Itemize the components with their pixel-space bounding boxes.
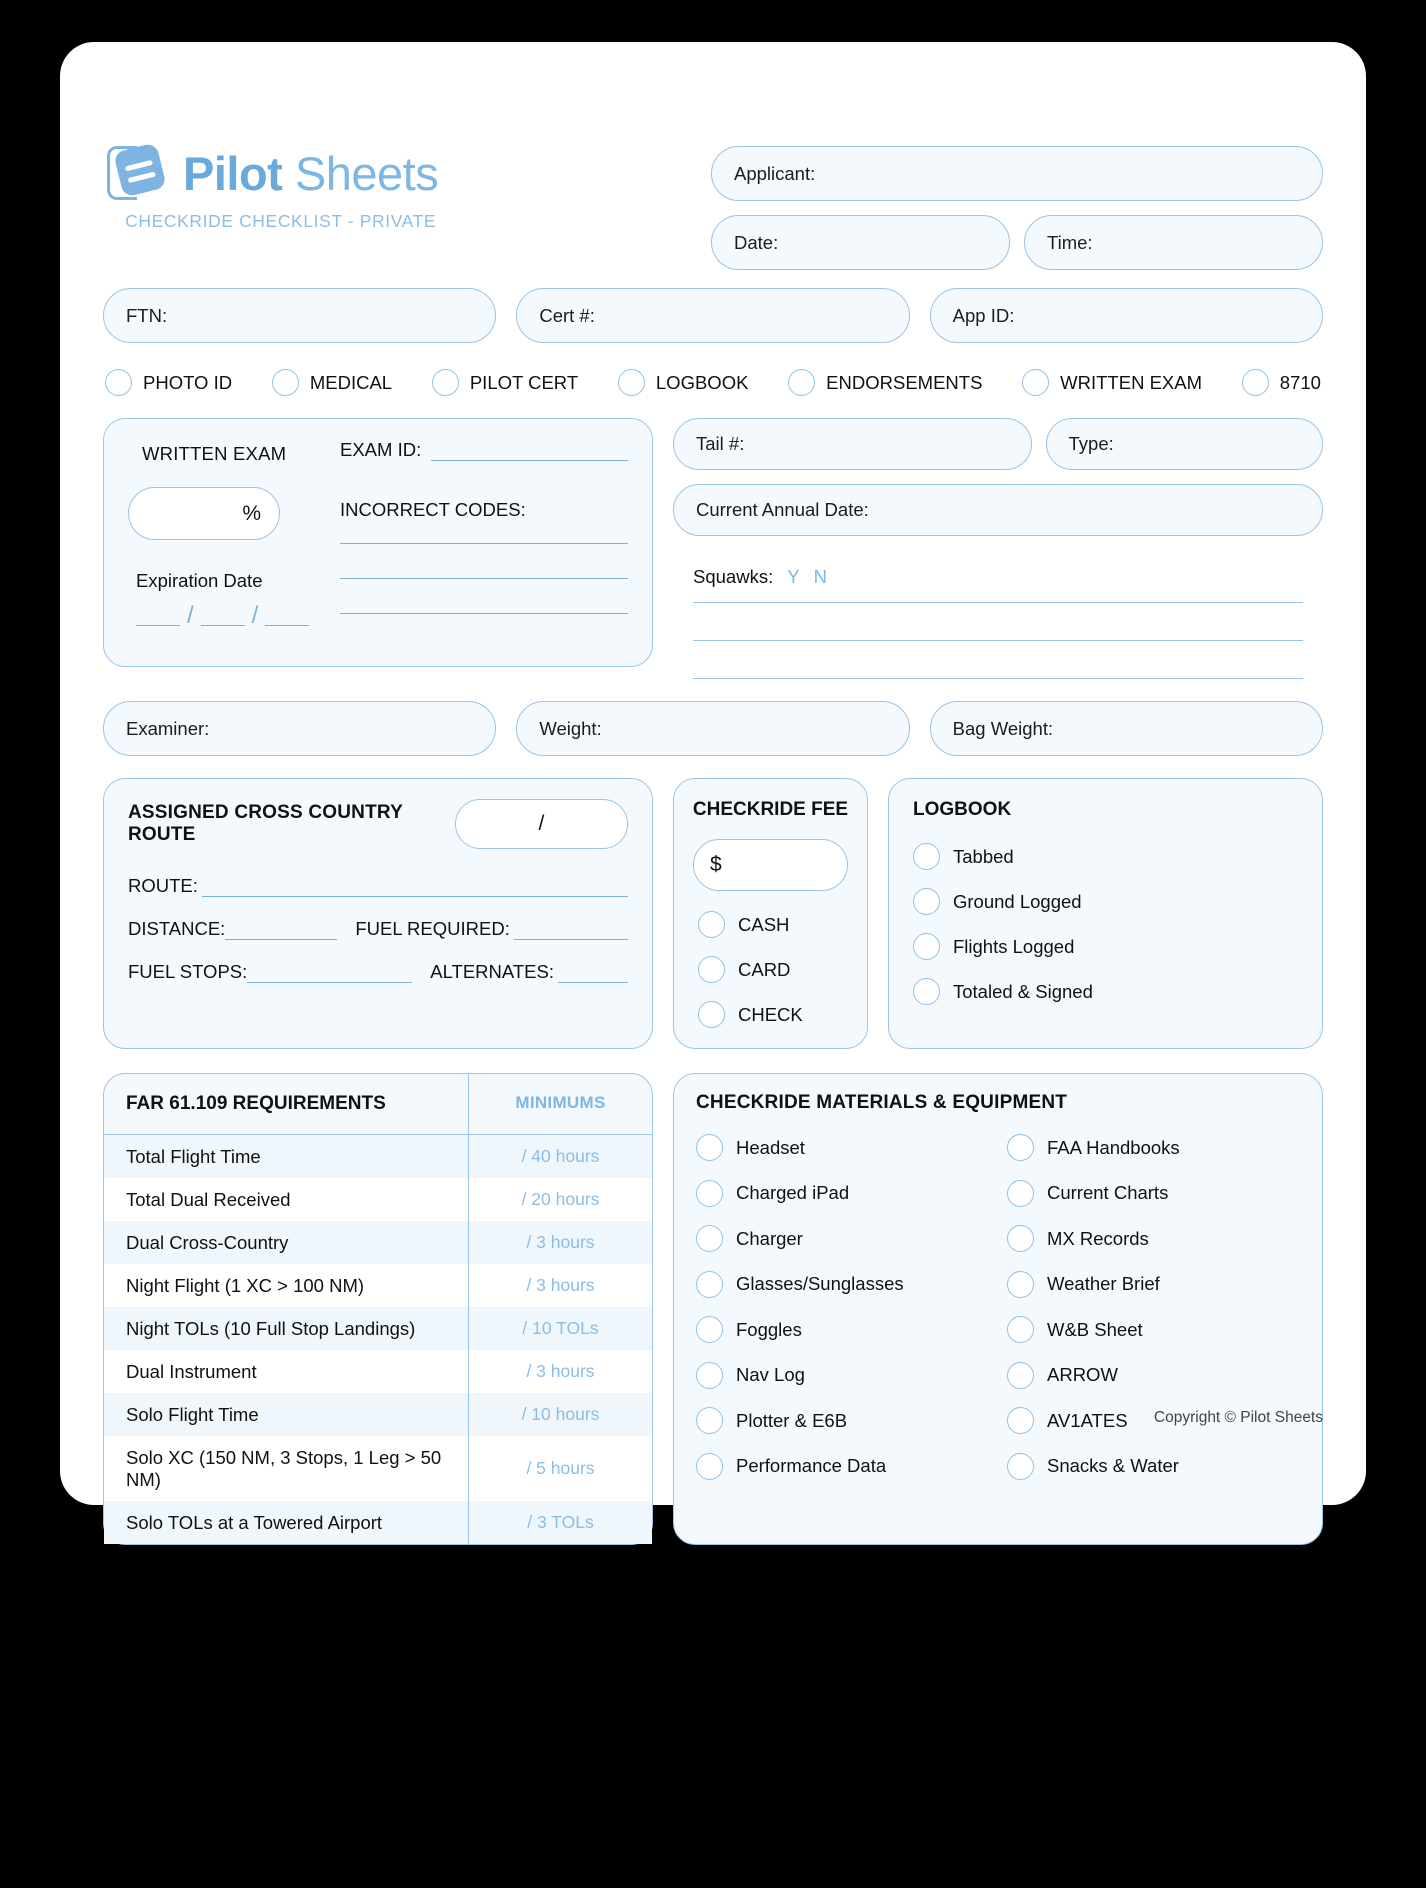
- radio-icon[interactable]: [432, 369, 459, 396]
- table-row: [104, 1307, 652, 1350]
- checkride-fee-title: CHECKRIDE FEE: [692, 799, 849, 820]
- material-label: FAA Handbooks: [1047, 1136, 1180, 1158]
- exam-id-row: [340, 439, 628, 461]
- radio-icon[interactable]: [1007, 1134, 1034, 1161]
- table-row: [104, 1178, 652, 1221]
- fuel-required-input[interactable]: [514, 920, 628, 940]
- radio-icon[interactable]: [698, 1001, 725, 1028]
- fee-amount-field[interactable]: [693, 839, 848, 891]
- far-col-requirements-header: FAR 61.109 REQUIREMENTS: [104, 1074, 469, 1134]
- check-photo-id[interactable]: [105, 369, 232, 396]
- weight-field[interactable]: Weight:: [516, 701, 909, 756]
- squawks-notes: [693, 602, 1303, 679]
- material-faa-handbooks[interactable]: [1007, 1134, 1300, 1161]
- check-medical[interactable]: [272, 369, 392, 396]
- fuel-stops-alternates-row: [128, 961, 628, 983]
- material-arrow[interactable]: [1007, 1362, 1300, 1389]
- header: [103, 138, 1323, 262]
- written-exam-panel: [103, 418, 653, 667]
- bottom-band: [103, 1073, 1323, 1545]
- fee-option-label: CARD: [738, 958, 791, 980]
- incorrect-codes-line-3[interactable]: [340, 613, 628, 614]
- incorrect-codes-inputs: [340, 543, 628, 614]
- radio-icon[interactable]: [1007, 1271, 1034, 1298]
- brand-tagline: CHECKRIDE CHECKLIST - PRIVATE: [125, 211, 437, 231]
- squawks-line-1[interactable]: [693, 602, 1303, 603]
- route-label: ROUTE:: [128, 875, 198, 896]
- bag-weight-field[interactable]: Bag Weight:: [930, 701, 1323, 756]
- logbook-option-tabbed[interactable]: [913, 843, 1304, 870]
- cross-country-airports-field[interactable]: [455, 799, 628, 849]
- requirement-minimum[interactable]: / 3 hours: [526, 1232, 595, 1252]
- material-label: Glasses/Sunglasses: [736, 1273, 904, 1294]
- check-logbook[interactable]: [618, 369, 749, 396]
- radio-icon[interactable]: [1007, 1225, 1034, 1252]
- material-label: Snacks & Water: [1047, 1455, 1179, 1476]
- incorrect-codes-line-1[interactable]: [340, 543, 628, 544]
- logbook-option-label: Flights Logged: [953, 935, 1075, 957]
- aircraft-panel: [673, 418, 1323, 679]
- material-label: Charger: [736, 1227, 803, 1249]
- radio-icon[interactable]: [1007, 1362, 1034, 1389]
- written-exam-score-field[interactable]: [128, 487, 280, 540]
- material-label: Headset: [736, 1136, 805, 1158]
- radio-icon[interactable]: [1242, 369, 1269, 396]
- material-label: Current Charts: [1047, 1182, 1169, 1203]
- exam-aircraft-row: [103, 418, 1323, 679]
- date-separator-1: /: [187, 602, 194, 629]
- material-glasses-sunglasses[interactable]: [696, 1271, 989, 1298]
- requirement-minimum[interactable]: / 3 TOLs: [527, 1512, 594, 1532]
- check-label: PHOTO ID: [143, 371, 233, 393]
- material-label: W&B Sheet: [1047, 1318, 1143, 1340]
- brand-word-primary: Pilot: [183, 146, 283, 200]
- check-endorsements[interactable]: [788, 369, 982, 396]
- material-plotter-e6b[interactable]: [696, 1407, 989, 1434]
- incorrect-codes-label: INCORRECT CODES:: [340, 499, 526, 520]
- checkride-fee-panel: [673, 778, 868, 1049]
- materials-equipment-panel: [673, 1073, 1323, 1545]
- radio-icon[interactable]: [105, 369, 132, 396]
- exam-id-label: EXAM ID:: [340, 439, 422, 460]
- requirement-name: Dual Instrument: [104, 1350, 469, 1393]
- squawks-panel: [673, 550, 1323, 679]
- requirement-name: Total Dual Received: [104, 1178, 469, 1221]
- requirement-minimum[interactable]: / 3 hours: [526, 1361, 595, 1381]
- logbook-option-ground-logged[interactable]: [913, 888, 1304, 915]
- check-label: LOGBOOK: [655, 371, 749, 393]
- radio-icon[interactable]: [1007, 1316, 1034, 1343]
- logbook-option-flights-logged[interactable]: [913, 933, 1304, 960]
- radio-icon[interactable]: [913, 933, 940, 960]
- app-id-field[interactable]: App ID:: [930, 288, 1323, 343]
- radio-icon[interactable]: [698, 911, 725, 938]
- tail-number-field[interactable]: Tail #:: [673, 418, 1032, 470]
- examiner-field[interactable]: Examiner:: [103, 701, 496, 756]
- radio-icon[interactable]: [696, 1407, 723, 1434]
- date-field[interactable]: Date:: [711, 215, 1010, 270]
- checklist-sheet: [60, 42, 1366, 1533]
- logbook-option-label: Totaled & Signed: [953, 980, 1093, 1002]
- distance-label: DISTANCE:: [128, 918, 226, 939]
- far-col-minimums-header: MINIMUMS: [515, 1093, 606, 1112]
- table-row: [104, 1501, 652, 1544]
- logbook-panel: [888, 778, 1323, 1049]
- table-row: [104, 1221, 652, 1264]
- material-label: Performance Data: [736, 1455, 887, 1476]
- fee-option-label: CHECK: [738, 1003, 803, 1025]
- check-label: PILOT CERT: [469, 371, 579, 393]
- material-wb-sheet[interactable]: [1007, 1316, 1300, 1343]
- alternates-label: ALTERNATES:: [430, 961, 554, 982]
- requirement-name: Night Flight (1 XC > 100 NM): [104, 1264, 469, 1307]
- radio-icon[interactable]: [696, 1134, 723, 1161]
- material-label: ARROW: [1047, 1364, 1118, 1385]
- logbook-option-totaled-signed[interactable]: [913, 978, 1304, 1005]
- material-performance-data[interactable]: [696, 1453, 989, 1480]
- check-label: MEDICAL: [309, 371, 393, 393]
- mid-band: [103, 778, 1323, 1049]
- requirement-name: Dual Cross-Country: [104, 1221, 469, 1264]
- radio-icon[interactable]: [696, 1180, 723, 1207]
- material-label: AV1ATES: [1047, 1409, 1128, 1431]
- brand: [103, 138, 438, 232]
- distance-input[interactable]: [225, 920, 337, 940]
- ftn-field[interactable]: FTN:: [103, 288, 496, 343]
- alternates-input[interactable]: [558, 963, 628, 983]
- slash-separator: /: [538, 812, 545, 835]
- id-field-row: [103, 288, 1323, 343]
- applicant-field[interactable]: Applicant:: [711, 146, 1323, 201]
- material-label: Charged iPad: [736, 1182, 850, 1203]
- logbook-option-label: Tabbed: [953, 845, 1014, 867]
- radio-icon[interactable]: [696, 1316, 723, 1343]
- route-input[interactable]: [202, 877, 628, 897]
- radio-icon[interactable]: [913, 843, 940, 870]
- check-8710[interactable]: [1242, 369, 1321, 396]
- fee-option-cash[interactable]: [698, 911, 849, 938]
- material-charged-ipad[interactable]: [696, 1180, 989, 1207]
- requirement-minimum[interactable]: / 10 hours: [521, 1404, 600, 1424]
- check-label: ENDORSEMENTS: [826, 371, 983, 393]
- radio-icon[interactable]: [1007, 1407, 1034, 1434]
- brand-word-secondary: Sheets: [294, 146, 439, 200]
- time-field[interactable]: Time:: [1024, 215, 1323, 270]
- radio-icon[interactable]: [788, 369, 815, 396]
- requirement-name: Night TOLs (10 Full Stop Landings): [104, 1307, 469, 1350]
- date-day-slot[interactable]: [201, 604, 245, 626]
- percent-symbol: %: [242, 501, 261, 525]
- material-charger[interactable]: [696, 1225, 989, 1252]
- squawks-line-2[interactable]: [693, 640, 1303, 641]
- requirement-minimum[interactable]: / 10 TOLs: [522, 1318, 599, 1338]
- header-field-group: [711, 138, 1323, 270]
- requirement-minimum[interactable]: / 20 hours: [521, 1189, 600, 1209]
- radio-icon[interactable]: [696, 1362, 723, 1389]
- material-mx-records[interactable]: [1007, 1225, 1300, 1252]
- radio-icon[interactable]: [696, 1453, 723, 1480]
- requirement-minimum[interactable]: / 3 hours: [526, 1275, 595, 1295]
- written-exam-title: WRITTEN EXAM: [142, 443, 287, 464]
- cross-country-title: ASSIGNED CROSS COUNTRY ROUTE: [128, 802, 403, 845]
- radio-icon[interactable]: [696, 1271, 723, 1298]
- brand-wordmark: [183, 146, 438, 201]
- check-label: 8710: [1279, 371, 1321, 393]
- check-written-exam[interactable]: [1022, 369, 1202, 396]
- table-header-row: [104, 1074, 652, 1134]
- requirement-name: Solo Flight Time: [104, 1393, 469, 1436]
- copyright-footer: Copyright © Pilot Sheets: [1153, 1409, 1323, 1426]
- table-row: [104, 1436, 652, 1501]
- date-year-slot[interactable]: [265, 604, 309, 626]
- date-month-slot[interactable]: [136, 604, 180, 626]
- radio-icon[interactable]: [1007, 1180, 1034, 1207]
- squawks-no-option[interactable]: N: [813, 566, 827, 587]
- cross-country-panel: [103, 778, 653, 1049]
- material-label: MX Records: [1047, 1227, 1149, 1249]
- examiner-row: [103, 701, 1323, 756]
- material-label: Weather Brief: [1047, 1273, 1160, 1294]
- material-foggles[interactable]: [696, 1316, 989, 1343]
- table-row: [104, 1393, 652, 1436]
- fuel-stops-input[interactable]: [247, 963, 412, 983]
- materials-title: CHECKRIDE MATERIALS & EQUIPMENT: [696, 1092, 1068, 1113]
- fee-option-check[interactable]: [698, 1001, 849, 1028]
- logbook-option-label: Ground Logged: [953, 890, 1082, 912]
- table-row: [104, 1135, 652, 1178]
- requirement-name: Solo TOLs at a Towered Airport: [104, 1501, 469, 1544]
- material-label: Nav Log: [736, 1364, 805, 1385]
- requirement-name: Solo XC (150 NM, 3 Stops, 1 Leg > 50 NM): [104, 1436, 469, 1501]
- radio-icon[interactable]: [913, 888, 940, 915]
- material-nav-log[interactable]: [696, 1362, 989, 1389]
- far-requirements-table: [103, 1073, 653, 1545]
- fuel-required-label: FUEL REQUIRED:: [355, 918, 510, 939]
- radio-icon[interactable]: [618, 369, 645, 396]
- check-label: WRITTEN EXAM: [1060, 371, 1203, 393]
- material-snacks-water[interactable]: [1007, 1453, 1300, 1480]
- material-current-charts[interactable]: [1007, 1180, 1300, 1207]
- requirement-minimum[interactable]: / 40 hours: [521, 1146, 600, 1166]
- radio-icon[interactable]: [1007, 1453, 1034, 1480]
- table-row: [104, 1350, 652, 1393]
- fee-option-label: CASH: [738, 913, 790, 935]
- check-pilot-cert[interactable]: [432, 369, 578, 396]
- pilot-sheets-logo-icon: [107, 142, 169, 204]
- radio-icon[interactable]: [913, 978, 940, 1005]
- route-row: [128, 875, 628, 897]
- cert-number-field[interactable]: Cert #:: [516, 288, 909, 343]
- incorrect-codes-line-2[interactable]: [340, 578, 628, 579]
- requirement-minimum[interactable]: / 5 hours: [526, 1458, 595, 1478]
- expiration-date-label: Expiration Date: [136, 570, 263, 591]
- radio-icon[interactable]: [696, 1225, 723, 1252]
- aircraft-type-field[interactable]: Type:: [1046, 418, 1323, 470]
- squawks-yes-option[interactable]: Y: [787, 566, 800, 587]
- logbook-title: LOGBOOK: [913, 799, 1012, 820]
- table-row: [104, 1264, 652, 1307]
- material-weather-brief[interactable]: [1007, 1271, 1300, 1298]
- material-label: Plotter & E6B: [736, 1409, 848, 1431]
- radio-icon[interactable]: [1022, 369, 1049, 396]
- date-separator-2: /: [251, 602, 259, 629]
- dollar-symbol: $: [710, 853, 722, 876]
- document-checklist-row: [103, 369, 1323, 396]
- expiration-date-input[interactable]: [136, 602, 318, 629]
- squawks-line-3[interactable]: [693, 678, 1303, 679]
- requirement-name: Total Flight Time: [104, 1135, 469, 1178]
- material-label: Foggles: [736, 1318, 802, 1340]
- distance-fuel-row: [128, 918, 628, 940]
- current-annual-date-field[interactable]: Current Annual Date:: [673, 484, 1323, 536]
- radio-icon[interactable]: [272, 369, 299, 396]
- radio-icon[interactable]: [698, 956, 725, 983]
- fuel-stops-label: FUEL STOPS:: [128, 961, 248, 982]
- fee-option-card[interactable]: [698, 956, 849, 983]
- exam-id-input[interactable]: [431, 441, 628, 461]
- squawks-label: Squawks:: [693, 566, 774, 587]
- material-headset[interactable]: [696, 1134, 989, 1161]
